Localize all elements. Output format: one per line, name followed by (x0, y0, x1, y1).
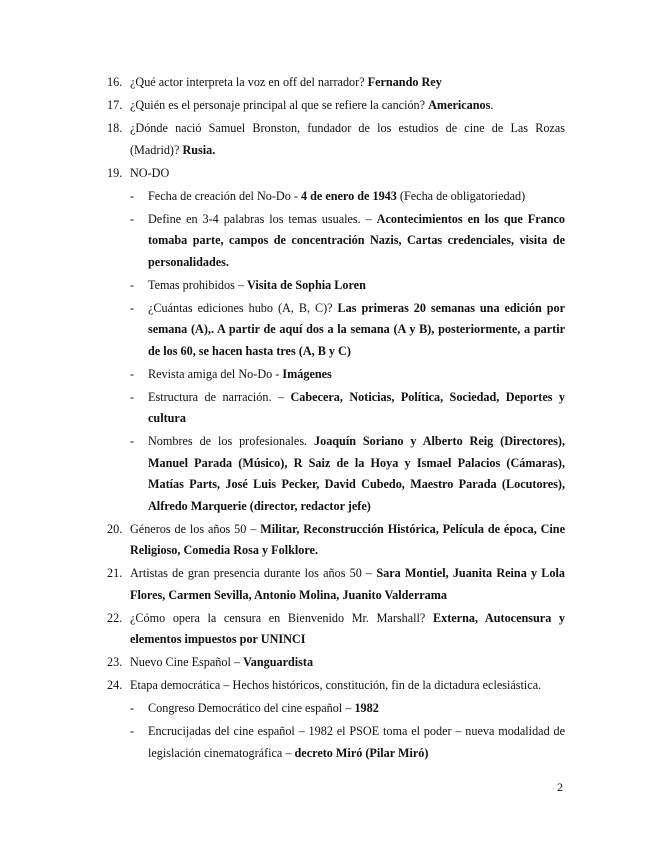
item-text: ¿Cómo opera la censura en Bienvenido Mr. Marshall? (130, 610, 426, 625)
item-number: 24. (107, 678, 123, 692)
dash-subitem (0, 298, 565, 363)
item-number: 23. (107, 655, 123, 669)
dash-subitem (0, 186, 565, 208)
item-answer: Militar, Reconstrucción Histórica, Película de época, Cine Religioso, Comedia Rosa y Folklore. (130, 521, 565, 557)
dash-bullet: - (130, 188, 135, 203)
item-number: 16. (107, 75, 123, 89)
item-text: Nombres de los profesionales. (148, 434, 308, 448)
dash-bullet: - (130, 277, 135, 292)
numbered-item (0, 118, 565, 161)
item-text: Revista amiga del No-Do - (148, 366, 280, 381)
item-number: 20. (107, 521, 123, 536)
dash-subitem (0, 209, 565, 274)
item-number: 17. (107, 98, 123, 112)
numbered-item (0, 163, 565, 185)
item-number: 21. (107, 566, 123, 580)
item-answer: Visita de Sophia Loren (247, 277, 366, 292)
item-text: Géneros de los años 50 – (130, 521, 257, 536)
item-answer: decreto Miró (Pilar Miró) (294, 745, 429, 760)
item-text: Fecha de creación del No-Do - (148, 188, 298, 203)
numbered-item (0, 95, 565, 117)
dash-subitem (0, 721, 565, 764)
item-text: Encrucijadas del cine español – 1982 el PSOE toma el poder – nueva modalidad de legislación cinematográfica – (148, 724, 565, 760)
dash-bullet: - (130, 366, 135, 381)
page-number: 2 (557, 780, 563, 794)
item-number: 18. (107, 121, 123, 135)
dash-bullet: - (130, 701, 135, 715)
numbered-item (0, 519, 565, 562)
item-text: ¿Qué actor interpreta la voz en off del narrador? (130, 75, 365, 89)
item-text: Congreso Democrático del cine español – (148, 701, 352, 715)
dash-subitem (0, 364, 565, 386)
question-list (0, 72, 655, 766)
numbered-item (0, 72, 565, 94)
numbered-item (0, 608, 565, 651)
dash-subitem (0, 431, 565, 517)
dash-bullet: - (130, 211, 135, 226)
item-answer: Imágenes (282, 366, 332, 381)
item-text: ¿Quién es el personaje principal al que se refiere la canción? (130, 98, 426, 112)
item-answer: Acontecimientos en los que Franco tomaba parte, campos de concentración Nazis, Cartas credenciales, visita de personalidades. (148, 211, 565, 269)
dash-bullet: - (130, 724, 135, 738)
dash-bullet: - (130, 300, 135, 315)
item-tail: (Fecha de obligatoriedad) (399, 188, 526, 203)
item-answer: Fernando Rey (367, 75, 442, 89)
item-answer: 4 de enero de 1943 (300, 188, 397, 203)
numbered-item (0, 563, 565, 606)
item-answer: Vanguardista (243, 655, 314, 669)
item-text: NO-DO (130, 165, 170, 180)
item-text: Estructura de narración. – (148, 389, 285, 404)
item-answer: 1982 (354, 701, 379, 715)
item-answer: Externa, Autocensura y elementos impuestos por UNINCI (130, 610, 566, 646)
item-text: Nuevo Cine Español – (130, 655, 241, 669)
dash-bullet: - (130, 434, 135, 448)
dash-bullet: - (130, 389, 135, 404)
dash-subitem (0, 698, 565, 720)
item-answer: Cabecera, Noticias, Política, Sociedad, Deportes y cultura (148, 389, 565, 425)
item-answer: Rusia. (182, 142, 216, 157)
item-text: Artistas de gran presencia durante los años 50 – (130, 566, 373, 580)
numbered-item (0, 652, 565, 674)
dash-subitem (0, 387, 565, 430)
item-text: Etapa democrática – Hechos históricos, constitución, fin de la dictadura eclesiástica. (130, 678, 542, 692)
dash-subitem (0, 275, 565, 297)
item-number: 22. (107, 610, 123, 625)
item-answer: Las primeras 20 semanas una edición por semana (A),. A partir de aquí dos a la semana (A y B), posteriormente, a partir de los 60, se hacen hasta tres (A, B y C) (148, 300, 565, 358)
numbered-item (0, 675, 565, 697)
item-number: 19. (107, 165, 123, 180)
item-text: Define en 3-4 palabras los temas usuales. – (148, 211, 372, 226)
item-answer: Americanos (428, 98, 491, 112)
item-text: ¿Dónde nació Samuel Bronston, fundador de los estudios de cine de Las Rozas (Madrid)? (130, 121, 565, 157)
item-text: ¿Cuántas ediciones hubo (A, B, C)? (148, 300, 333, 315)
item-answer: Joaquín Soriano y Alberto Reig (Directores), Manuel Parada (Músico), R Saiz de la Hoya y Ismael Palacios (Cámaras), Matías Parts, José Luis Pecker, David Cubedo, Maestro Parada (Locutores), Alfredo Marquerie (director, redactor jefe) (148, 434, 565, 513)
item-tail: . (490, 98, 494, 112)
item-answer: Sara Montiel, Juanita Reina y Lola Flores, Carmen Sevilla, Antonio Molina, Juanito Valderrama (130, 566, 566, 602)
item-text: Temas prohibidos – (148, 277, 244, 292)
